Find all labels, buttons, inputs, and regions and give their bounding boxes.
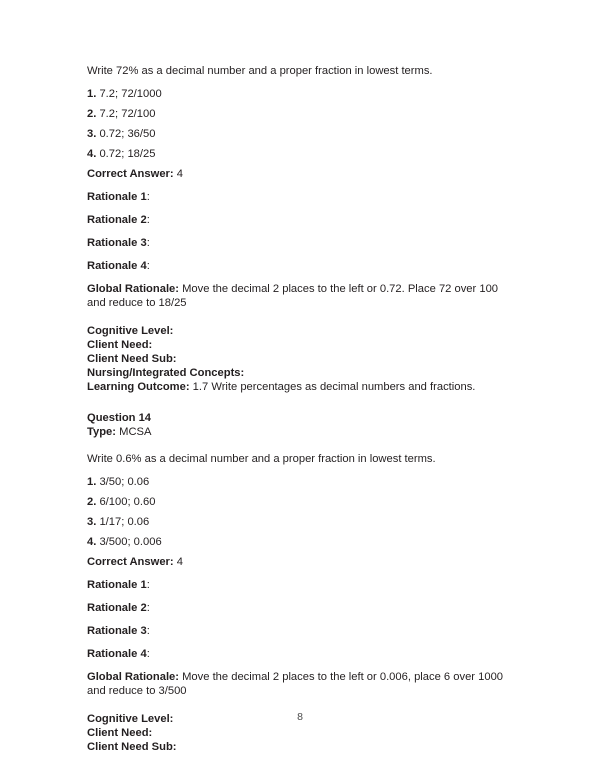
rationale-value: : xyxy=(146,648,150,660)
client-need-label: Client Need: xyxy=(87,339,153,351)
learning-outcome-label: Learning Outcome: xyxy=(87,381,190,393)
nursing-concepts-label: Nursing/Integrated Concepts: xyxy=(87,367,245,379)
option-text: 3/500; 0.006 xyxy=(99,536,162,548)
question-14-option-1 xyxy=(87,475,512,489)
global-rationale-text: Move the decimal 2 places to the left or 0.72. Place 72 over 100 and reduce to 18/25 xyxy=(87,283,499,309)
client-need-row xyxy=(87,338,512,352)
question-13-stem: Write 72% as a decimal number and a proper fraction in lowest terms. xyxy=(87,65,433,77)
rationale-value: : xyxy=(146,191,150,203)
rationale-value: : xyxy=(146,579,150,591)
option-number: 3. xyxy=(87,128,97,140)
option-number: 1. xyxy=(87,476,97,488)
question-14-rationale-3 xyxy=(87,624,512,638)
rationale-label: Rationale 2 xyxy=(87,602,147,614)
question-14-option-2 xyxy=(87,495,512,509)
question-13-block xyxy=(87,64,512,394)
question-13-global-rationale xyxy=(87,282,512,310)
type-label: Type: xyxy=(87,426,117,438)
cognitive-level-label: Cognitive Level: xyxy=(87,713,174,725)
question-13-rationale-4 xyxy=(87,259,512,273)
cognitive-level-label: Cognitive Level: xyxy=(87,325,174,337)
learning-outcome-value: 1.7 Write percentages as decimal numbers and fractions. xyxy=(189,381,476,393)
option-number: 1. xyxy=(87,88,97,100)
correct-answer-label: Correct Answer: xyxy=(87,168,174,180)
option-text: 1/17; 0.06 xyxy=(99,516,150,528)
question-14-rationale-1 xyxy=(87,578,512,592)
rationale-value: : xyxy=(146,214,150,226)
client-need-sub-row xyxy=(87,740,512,754)
global-rationale-text: Move the decimal 2 places to the left or 0.006, place 6 over 1000 and reduce to 3/500 xyxy=(87,671,504,697)
option-number: 2. xyxy=(87,496,97,508)
client-need-row xyxy=(87,726,512,740)
rationale-value: : xyxy=(146,237,150,249)
option-text: 7.2; 72/100 xyxy=(99,108,156,120)
question-13-rationale-1 xyxy=(87,190,512,204)
question-13-option-1 xyxy=(87,87,512,101)
client-need-sub-label: Client Need Sub: xyxy=(87,741,177,753)
rationale-value: : xyxy=(146,260,150,272)
option-number: 4. xyxy=(87,536,97,548)
question-14-spacer xyxy=(87,439,512,452)
rationale-value: : xyxy=(146,625,150,637)
option-text: 3/50; 0.06 xyxy=(99,476,150,488)
page-content xyxy=(87,64,512,754)
question-14-rationale-4 xyxy=(87,647,512,661)
correct-answer-value: 4 xyxy=(176,168,183,180)
question-13-option-4 xyxy=(87,147,512,161)
option-number: 2. xyxy=(87,108,97,120)
global-rationale-label: Global Rationale: xyxy=(87,283,179,295)
correct-answer-value: 4 xyxy=(176,556,183,568)
option-number: 4. xyxy=(87,148,97,160)
question-14-stem: Write 0.6% as a decimal number and a proper fraction in lowest terms. xyxy=(87,453,436,465)
option-text: 7.2; 72/1000 xyxy=(99,88,162,100)
learning-outcome-row xyxy=(87,380,512,394)
option-text: 6/100; 0.60 xyxy=(99,496,156,508)
question-14-option-3 xyxy=(87,515,512,529)
rationale-label: Rationale 4 xyxy=(87,648,147,660)
question-13-option-3 xyxy=(87,127,512,141)
rationale-label: Rationale 1 xyxy=(87,579,147,591)
correct-answer-label: Correct Answer: xyxy=(87,556,174,568)
rationale-label: Rationale 1 xyxy=(87,191,147,203)
question-14-global-rationale xyxy=(87,670,512,698)
rationale-value: : xyxy=(146,602,150,614)
question-14-block xyxy=(87,411,512,754)
client-need-label: Client Need: xyxy=(87,727,153,739)
question-13-rationale-2 xyxy=(87,213,512,227)
question-14-correct-answer xyxy=(87,555,512,569)
question-13-option-2 xyxy=(87,107,512,121)
section-spacer xyxy=(87,394,512,411)
page-number: 8 xyxy=(297,711,303,723)
option-text: 0.72; 36/50 xyxy=(99,128,156,140)
cognitive-level-row xyxy=(87,324,512,338)
question-13-correct-answer xyxy=(87,167,512,181)
question-14-rationale-2 xyxy=(87,601,512,615)
rationale-label: Rationale 3 xyxy=(87,625,147,637)
nursing-concepts-row xyxy=(87,366,512,380)
question-13-metadata xyxy=(87,324,512,394)
rationale-label: Rationale 4 xyxy=(87,260,147,272)
global-rationale-label: Global Rationale: xyxy=(87,671,179,683)
option-number: 3. xyxy=(87,516,97,528)
rationale-label: Rationale 3 xyxy=(87,237,147,249)
question-14-heading: Question 14 xyxy=(87,412,152,424)
type-value: MCSA xyxy=(116,426,152,438)
option-text: 0.72; 18/25 xyxy=(99,148,156,160)
rationale-label: Rationale 2 xyxy=(87,214,147,226)
client-need-sub-row xyxy=(87,352,512,366)
question-14-type-row xyxy=(87,425,512,439)
question-14-option-4 xyxy=(87,535,512,549)
client-need-sub-label: Client Need Sub: xyxy=(87,353,177,365)
question-13-rationale-3 xyxy=(87,236,512,250)
